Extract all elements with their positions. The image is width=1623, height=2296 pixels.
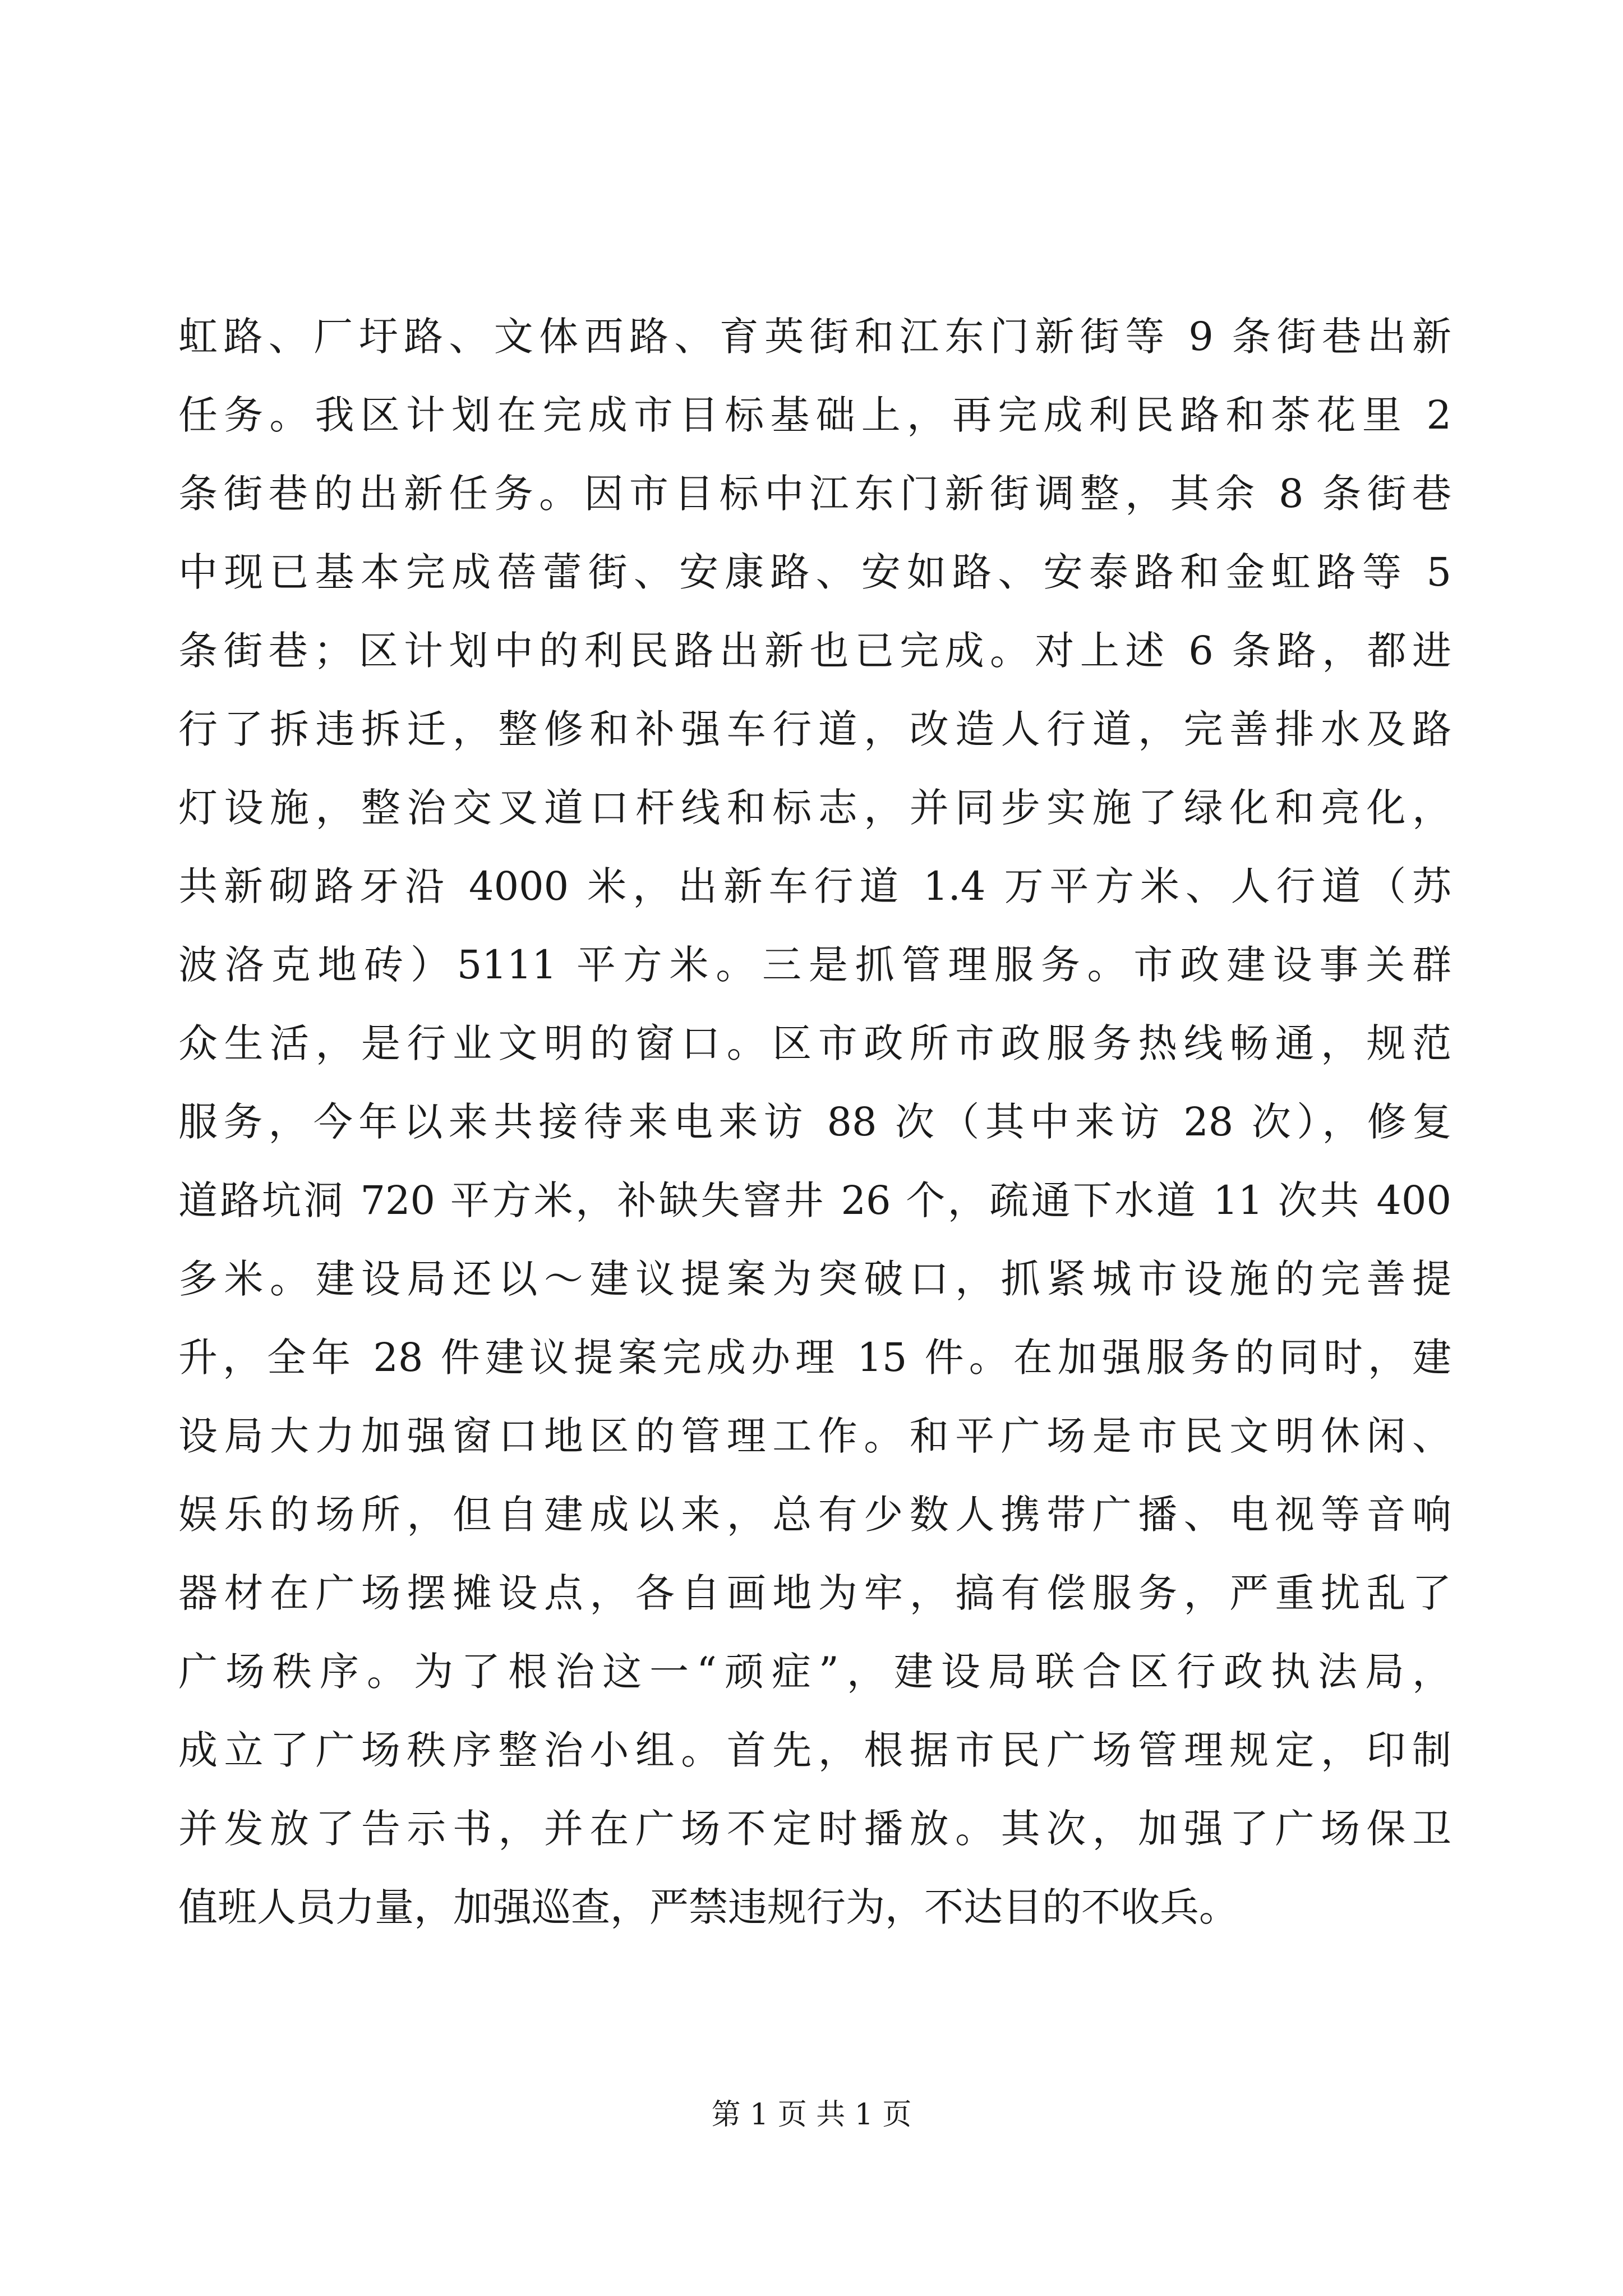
text-line: 值班人员力量，加强巡查，严禁违规行为，不达目的不收兵。 [178,1884,1238,1930]
text-line: 并发放了告示书，并在广场不定时播放。其次，加强了广场保卫 [178,1806,1451,1852]
text-line: 娱乐的场所，但自建成以来，总有少数人携带广播、电视等音响 [178,1492,1451,1538]
text-line: 器材在广场摆摊设点，各自画地为牢，搞有偿服务，严重扰乱了 [178,1570,1451,1616]
text-line: 灯设施，整治交叉道口杆线和标志，并同步实施了绿化和亮化， [178,785,1451,831]
text-line: 共新砌路牙沿 4000 米，出新车行道 1.4 万平方米、人行道（苏 [178,863,1451,909]
text-line: 升，全年 28 件建议提案完成办理 15 件。在加强服务的同时，建 [178,1335,1451,1381]
text-line: 广场秩序。为了根治这一“顽症”，建设局联合区行政执法局， [178,1649,1451,1695]
text-line: 道路坑洞 720 平方米，补缺失窨井 26 个，疏通下水道 11 次共 400 [178,1177,1451,1223]
text-line: 波洛克地砖）5111 平方米。三是抓管理服务。市政建设事关群 [178,942,1451,988]
text-line: 条街巷；区计划中的利民路出新也已完成。对上述 6 条路，都进 [178,628,1451,674]
text-line: 中现已基本完成蓓蕾街、安康路、安如路、安泰路和金虹路等 5 [178,549,1451,595]
text-line: 行了拆违拆迁，整修和补强车行道，改造人行道，完善排水及路 [178,706,1451,752]
text-line: 众生活，是行业文明的窗口。区市政所市政服务热线畅通，规范 [178,1020,1451,1066]
text-line: 设局大力加强窗口地区的管理工作。和平广场是市民文明休闲、 [178,1413,1451,1459]
body-paragraph [178,297,1451,1947]
text-line: 多米。建设局还以～建议提案为突破口，抓紧城市设施的完善提 [178,1256,1451,1302]
text-line: 成立了广场秩序整治小组。首先，根据市民广场管理规定，印制 [178,1727,1451,1773]
text-line: 任务。我区计划在完成市目标基础上，再完成利民路和茶花里 2 [178,392,1451,438]
page-footer: 第 1 页 共 1 页 [711,2098,912,2132]
text-line: 服务，今年以来共接待来电来访 88 次（其中来访 28 次），修复 [178,1099,1451,1145]
text-line: 虹路、厂圩路、文体西路、育英街和江东门新街等 9 条街巷出新 [178,314,1451,360]
text-line: 条街巷的出新任务。因市目标中江东门新街调整，其余 8 条街巷 [178,471,1451,517]
